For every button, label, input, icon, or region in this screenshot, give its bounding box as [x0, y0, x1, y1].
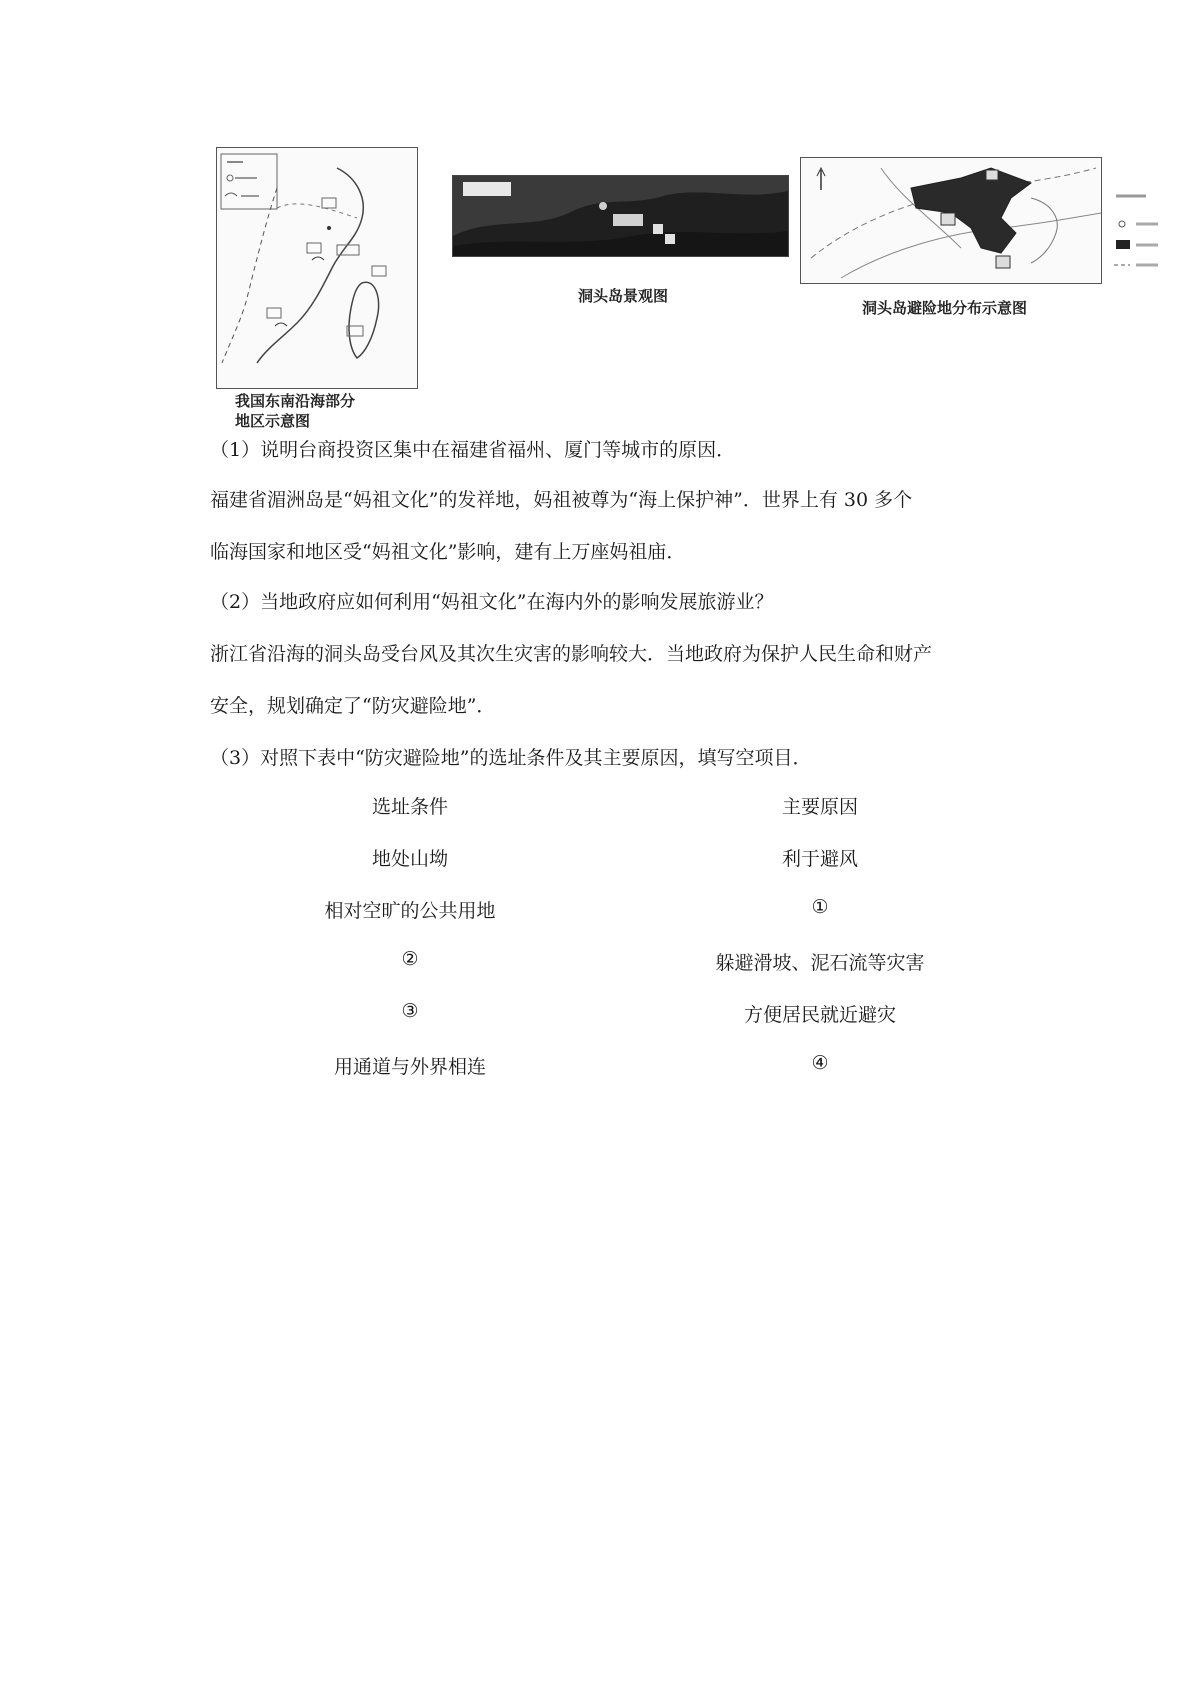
table-cell-reason: 躲避滑坡、泥石流等灾害	[715, 952, 925, 974]
southeast-coast-map-caption-line1: 我国东南沿海部分	[235, 392, 356, 410]
paragraph-dongtou-line1: 浙江省沿海的洞头岛受台风及其次生灾害的影响较大．当地政府为保护人民生命和财产	[210, 643, 933, 665]
table-row	[0, 948, 1200, 978]
table-header-condition: 选址条件	[371, 796, 448, 818]
table-cell-reason: ④	[811, 1052, 829, 1074]
table-cell-condition: ②	[401, 948, 419, 970]
table-cell-reason: 方便居民就近避灾	[743, 1004, 896, 1026]
question-2: （2）当地政府应如何利用“妈祖文化”在海内外的影响发展旅游业？	[210, 591, 774, 613]
table-row	[0, 896, 1200, 926]
question-3: （3）对照下表中“防灾避险地”的选址条件及其主要原因，填写空项目．	[210, 747, 812, 769]
table-row	[0, 844, 1200, 874]
dongtou-refuge-map-drawing	[801, 158, 1101, 283]
dongtou-landscape-caption: 洞头岛景观图	[578, 287, 669, 305]
southeast-coast-map	[216, 147, 418, 389]
southeast-coast-map-caption-line2: 地区示意图	[235, 412, 311, 430]
southeast-coast-map-drawing	[217, 148, 417, 388]
paragraph-dongtou-line2: 安全，规划确定了“防灾避险地”．	[210, 695, 496, 717]
question-1: （1）说明台商投资区集中在福建省福州、厦门等城市的原因．	[210, 439, 736, 461]
table-cell-condition: 用通道与外界相连	[333, 1056, 486, 1078]
paragraph-mazu-line1: 福建省湄洲岛是“妈祖文化”的发祥地，妈祖被尊为“海上保护神”．世界上有 30 多个	[210, 489, 913, 511]
table-row	[0, 1000, 1200, 1030]
paragraph-mazu-line2: 临海国家和地区受“妈祖文化”影响，建有上万座妈祖庙．	[210, 541, 686, 563]
table-cell-reason: 利于避风	[781, 848, 858, 870]
refuge-map-legend-drawing	[1108, 190, 1168, 285]
dongtou-refuge-map	[800, 157, 1102, 284]
table-cell-reason: ①	[811, 896, 829, 918]
table-header-reason: 主要原因	[781, 796, 858, 818]
table-cell-condition: 相对空旷的公共用地	[324, 900, 496, 922]
dongtou-refuge-map-caption: 洞头岛避险地分布示意图	[862, 299, 1028, 317]
table-cell-condition: 地处山坳	[371, 848, 448, 870]
dongtou-landscape-photo-drawing	[453, 176, 788, 256]
table-row	[0, 1052, 1200, 1082]
dongtou-landscape-photo	[452, 175, 789, 257]
table-cell-condition: ③	[401, 1000, 419, 1022]
table-header-row	[0, 792, 1200, 822]
refuge-map-legend	[1108, 190, 1168, 285]
